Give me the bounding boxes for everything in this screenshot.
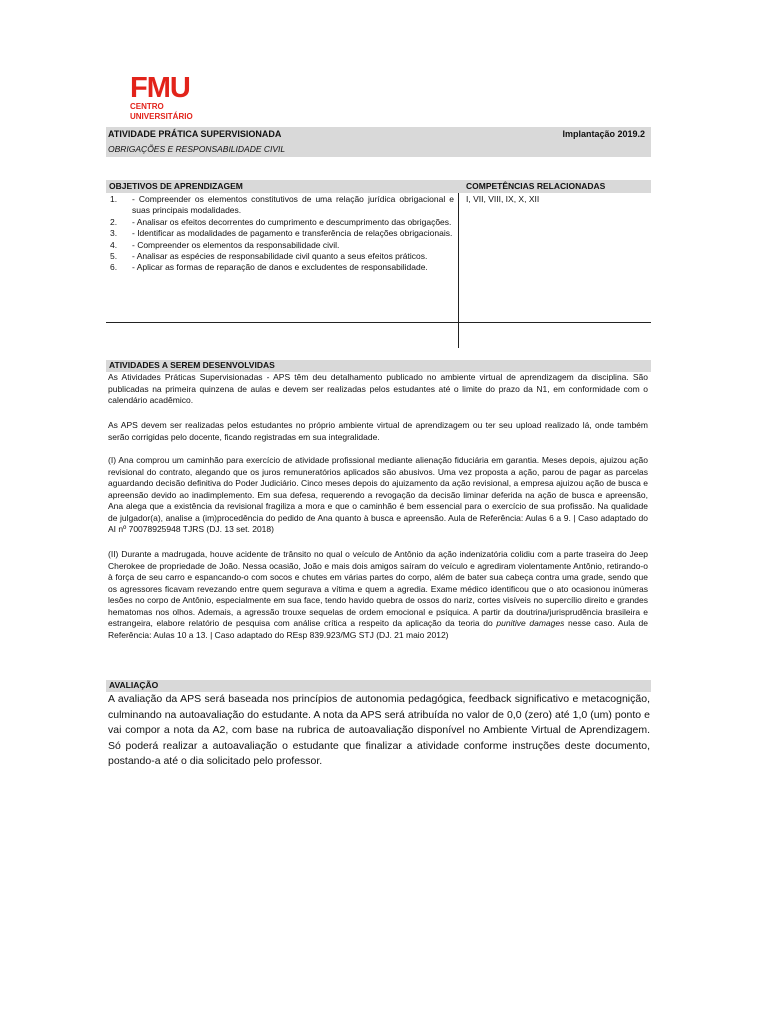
list-item — [108, 194, 454, 217]
item-number: 5. — [110, 251, 118, 262]
case-two-main: (II) Durante a madrugada, houve acidente de trânsito no qual o veículo de Antônio da ação indenizatória colidiu com a parte traseira do Jeep Cherokee de propriedade de João. Nessa ocasião, João e mais dois amigos saíram do veículo e agrediram violentamente Antônio, retirando-o à força de seu carro e espancando-o com socos e chutes em várias partes do corpo, além de bater sua cabeça contra uma grade, sendo que os agressores ficavam revezando entre quem segurava a vítima e quem a agredia. Exame médico identificou que o ato ocasionou inúmeras lesões no corpo de Antônio, especialmente em sua face, tendo havido quebra de ossos do nariz, cortes visíveis no supercílio direito e grandes hematomas nos olhos. Ademais, a agressão trouxe sequelas de ordem emocional e psíquica. A partir da doutrina/jurisprudência brasileira e estrangeira, elabore relatório de pesquisa com análise crítica a respeito da aplicação da teoria do — [108, 549, 648, 628]
objectives-list — [108, 194, 454, 274]
evaluation-header-bar — [106, 680, 651, 692]
item-text: - Compreender os elementos da responsabilidade civil. — [132, 239, 340, 250]
activities-paragraph-2: As APS devem ser realizadas pelos estudantes no próprio ambiente virtual de aprendizagem ou ter seu upload realizado lá, onde também serão corrigidas pelo docente, ficando registradas em sua integralidade. — [108, 420, 648, 442]
list-item — [108, 228, 454, 239]
item-number: 6. — [110, 262, 118, 273]
list-item — [108, 251, 454, 262]
item-text: - Analisar as espécies de responsabilidade civil quanto a seus efeitos práticos. — [132, 251, 428, 262]
item-number: 2. — [110, 216, 118, 227]
item-number: 1. — [110, 194, 118, 204]
objectives-table — [106, 180, 651, 348]
table-column-divider — [458, 193, 459, 348]
evaluation-paragraph: A avaliação da APS será baseada nos princípios de autonomia pedagógica, feedback significativo e metacognição, culminando na autoavaliação do estudante. A nota da APS será atribuída no valor de 0,0 (zero) até 1,0 (um) ponto e vai compor a nota da A2, com base na rubrica de autoavaliação disponível no Ambiente Virtual de Aprendizagem. Só poderá realizar a autoavaliação o estudante que finalizar a atividade conforme instruções deste documento, postando-a até o dia solicitado pelo professor. — [108, 693, 650, 767]
implantacao-label: Implantação 2019.2 — [562, 129, 645, 139]
activities-header-bar — [106, 360, 651, 372]
objectives-table-header — [106, 180, 651, 193]
document-header — [106, 127, 651, 157]
item-number: 4. — [110, 239, 118, 250]
document-subtitle: OBRIGAÇÕES E RESPONSABILIDADE CIVIL — [108, 144, 286, 154]
case-two-end: nesse caso. Aula de Referência: Aulas 10 a 13. | Caso adaptado do REsp 839.923/MG STJ (DJ. 21 maio 2012) — [108, 618, 648, 640]
list-item — [108, 262, 454, 273]
item-text: - Aplicar as formas de reparação de danos e excludentes de responsabilidade. — [132, 262, 428, 273]
competencias-value: I, VII, VIII, IX, X, XII — [466, 194, 540, 204]
logo-wordmark: FMU — [130, 72, 190, 104]
objectives-header: OBJETIVOS DE APRENDIZAGEM — [109, 181, 243, 191]
evaluation-header: AVALIAÇÃO — [109, 680, 159, 690]
case-two-italic-term: punitive damages — [496, 618, 565, 628]
item-text: - Compreender os elementos constitutivos de uma relação jurídica obrigacional e suas principais modalidades. — [132, 194, 454, 216]
item-text: - Identificar as modalidades de pagamento e transferência de relações obrigacionais. — [132, 228, 453, 239]
fmu-logo — [130, 72, 214, 121]
item-number: 3. — [110, 228, 118, 239]
logo-subtitle: CENTRO UNIVERSITÁRIO — [130, 102, 193, 121]
case-one-paragraph: (I) Ana comprou um caminhão para exercício de atividade profissional mediante alienação fiduciária em garantia. Meses depois, ajuizou ação revisional do contrato, alegando que os juros remuneratórios aplicados são abusivos. Uma vez proposta a ação, parou de pagar as parcelas aguardando decisão definitiva do Poder Judiciário. Cinco meses depois do ajuizamento da ação revisional, a empresa ajuizou ação de busca e apreensão devido ao inadimplemento. Em sua defesa, requerendo a revogação da decisão liminar deferida na ação de busca e apreensão, Ana alega que a existência da revisional fragiliza a mora e que o caminhão é bem essencial para o exercício de sua profissão. Na qualidade de julgador(a), analise a (im)procedência do pedido de Ana quanto à busca e apreensão. Aula de Referência: Aulas 6 a 9. | Caso adaptado do AI nº 70078925948 TJRS (DJ. 13 set. 2018) — [108, 455, 648, 534]
item-text: - Analisar os efeitos decorrentes do cumprimento e descumprimento das obrigações. — [132, 216, 452, 227]
list-item — [108, 240, 454, 251]
list-item — [108, 217, 454, 228]
competencias-header: COMPETÊNCIAS RELACIONADAS — [466, 181, 606, 191]
case-two-paragraph — [108, 549, 648, 641]
document-title: ATIVIDADE PRÁTICA SUPERVISIONADA — [108, 129, 282, 139]
activities-header: ATIVIDADES A SEREM DESENVOLVIDAS — [109, 360, 275, 370]
table-row-divider — [106, 322, 651, 323]
activities-paragraph-1: As Atividades Práticas Supervisionadas - APS têm deu detalhamento publicado no ambiente virtual de aprendizagem da disciplina. São publicadas na primeira quinzena de aulas e devem ser realizadas pelos estudantes até o limite do prazo da N1, em conformidade com o calendário acadêmico. — [108, 372, 648, 405]
